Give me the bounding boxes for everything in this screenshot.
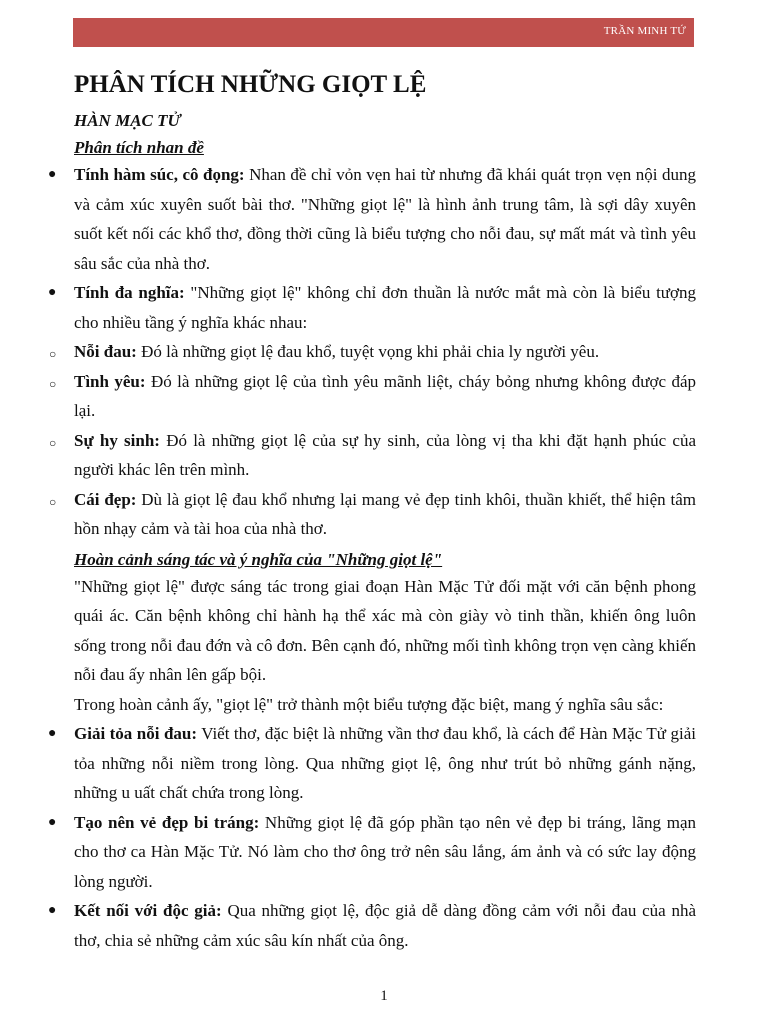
- document-body: [48, 62, 696, 955]
- page-title: PHÂN TÍCH NHỮNG GIỌT LỆ: [74, 71, 427, 98]
- author-name: HÀN MẠC TỬ: [74, 111, 181, 130]
- list-item: [48, 808, 696, 897]
- list-item: [48, 719, 696, 808]
- bullet-disc-icon: ●: [48, 726, 57, 741]
- item-term: Tính đa nghĩa:: [74, 283, 185, 302]
- item-term: Giải tỏa nỗi đau:: [74, 724, 198, 743]
- page-number: 1: [380, 988, 388, 1004]
- item-text: Qua những giọt lệ, độc giả dễ dàng đồng cảm với nỗi đau của nhà thơ, chia sẻ những cảm xúc sâu kín nhất của ông.: [74, 901, 696, 950]
- paragraph: "Những giọt lệ" được sáng tác trong giai đoạn Hàn Mặc Tử đối mặt với căn bệnh phong quái ác. Căn bệnh không chỉ hành hạ thể xác mà còn giày vò tinh thần, khiến ông luôn sống trong nỗi đau đớn và cô đơn. Bên cạnh đó, những mối tình không trọn vẹn càng khiến nỗi đau ấy nhân lên gấp bội.: [74, 576, 696, 684]
- sub-list-item: [49, 485, 696, 544]
- list-item: [48, 278, 696, 337]
- header-bar: [73, 18, 694, 47]
- bullet-disc-icon: ●: [48, 285, 57, 300]
- item-text: Đó là những giọt lệ của tình yêu mãnh liệt, cháy bỏng nhưng không được đáp lại.: [74, 371, 696, 420]
- item-text: Đó là những giọt lệ đau khổ, tuyệt vọng khi phải chia ly người yêu.: [136, 342, 600, 361]
- list-item: [48, 160, 696, 278]
- item-term: Sự hy sinh:: [74, 430, 160, 450]
- bullet-circle-icon: ○: [49, 435, 57, 450]
- bullet-circle-icon: ○: [49, 376, 57, 391]
- section-heading-title-analysis: Phân tích nhan đề: [74, 138, 204, 157]
- sub-list-item: [49, 367, 696, 426]
- bullet-circle-icon: ○: [49, 347, 57, 361]
- item-term: Tình yêu:: [74, 371, 146, 391]
- header-author: TRẦN MINH TỨ: [603, 25, 686, 37]
- sub-list-item: [49, 337, 696, 367]
- item-term: Cái đẹp:: [74, 489, 137, 509]
- item-term: Tạo nên vẻ đẹp bi tráng:: [74, 812, 260, 832]
- item-text: Dù là giọt lệ đau khổ nhưng lại mang vẻ đẹp tinh khôi, thuần khiết, thể hiện tâm hồn nhạy cảm và tài hoa của nhà thơ.: [74, 489, 696, 538]
- bullet-circle-icon: ○: [49, 494, 57, 509]
- section-heading-context: Hoàn cảnh sáng tác và ý nghĩa của "Những giọt lệ": [74, 549, 443, 569]
- item-text: "Những giọt lệ" không chỉ đơn thuần là nước mắt mà còn là biểu tượng cho nhiều tầng ý nghĩa khác nhau:: [74, 283, 696, 332]
- item-term: Kết nối với độc giả:: [74, 901, 222, 920]
- list-item: [48, 896, 696, 955]
- paragraph: Trong hoàn cảnh ấy, "giọt lệ" trở thành một biểu tượng đặc biệt, mang ý nghĩa sâu sắc:: [74, 694, 664, 714]
- item-term: Nỗi đau:: [74, 342, 137, 361]
- sub-list-item: [49, 426, 696, 485]
- item-text: Đó là những giọt lệ của sự hy sinh, của lòng vị tha khi đặt hạnh phúc của người khác lên trên mình.: [74, 430, 696, 479]
- item-text: Nhan đề chỉ vỏn vẹn hai từ nhưng đã khái quát trọn vẹn nội dung và cảm xúc xuyên suốt bài thơ. "Những giọt lệ" là hình ảnh trung tâm, là sợi dây xuyên suốt kết nối các khổ thơ, đồng thời cũng là biểu tượng cho nỗi đau, sự mất mát và tình yêu sâu sắc của nhà thơ.: [74, 165, 696, 273]
- bullet-disc-icon: ●: [48, 814, 57, 830]
- bullet-disc-icon: ●: [48, 167, 57, 182]
- item-term: Tính hàm súc, cô đọng:: [74, 165, 245, 184]
- bullet-disc-icon: ●: [48, 903, 57, 918]
- item-text: Viết thơ, đặc biệt là những vần thơ đau khổ, là cách để Hàn Mặc Tử giải tỏa những nỗi niềm trong lòng. Qua những giọt lệ, ông như trút bỏ những gánh nặng, những u uất chất chứa trong lòng.: [74, 724, 696, 802]
- item-text: Những giọt lệ đã góp phần tạo nên vẻ đẹp bi tráng, lãng mạn cho thơ ca Hàn Mặc Tử. Nó làm cho thơ ông trở nên sâu lắng, ám ảnh và có sức lay động lòng người.: [74, 812, 696, 891]
